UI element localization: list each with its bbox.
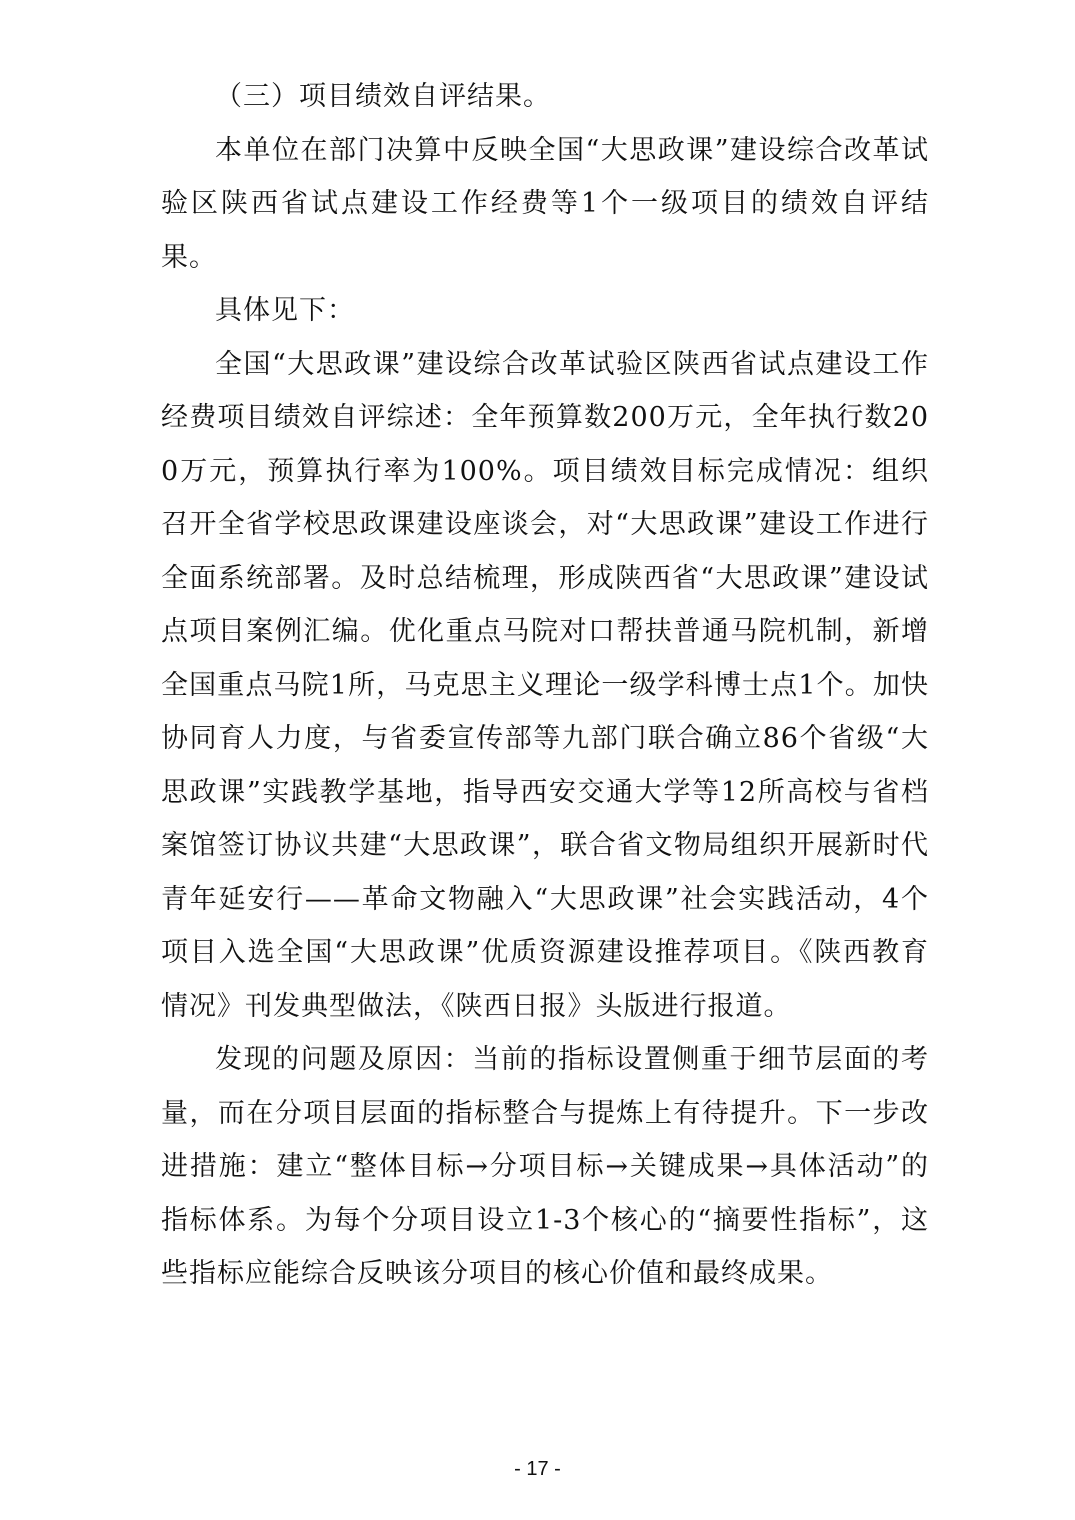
- paragraph-intro: 本单位在部门决算中反映全国“大思政课”建设综合改革试验区陕西省试点建设工作经费等1个一级项目的绩效自评结果。: [161, 134, 929, 273]
- document-body: [161, 70, 929, 1301]
- paragraph-issues: 发现的问题及原因：当前的指标设置侧重于细节层面的考量，而在分项目层面的指标整合与提炼上有待提升。下一步改进措施：建立“整体目标→分项目标→关键成果→具体活动”的指标体系。为每个分项目设立1-3个核心的“摘要性指标”，这些指标应能综合反映该分项目的核心价值和最终成果。: [161, 1044, 929, 1289]
- paragraph-details-lead: 具体见下：: [215, 295, 355, 326]
- paragraph-summary: 全国“大思政课”建设综合改革试验区陕西省试点建设工作经费项目绩效自评综述：全年预算数200万元，全年执行数200万元，预算执行率为100%。项目绩效目标完成情况：组织召开全省学校思政课建设座谈会，对“大思政课”建设工作进行全面系统部署。及时总结梳理，形成陕西省“大思政课”建设试点项目案例汇编。优化重点马院对口帮扶普通马院机制，新增全国重点马院1所，马克思主义理论一级学科博士点1个。加快协同育人力度，与省委宣传部等九部门联合确立86个省级“大思政课”实践教学基地，指导西安交通大学等12所高校与省档案馆签订协议共建“大思政课”，联合省文物局组织开展新时代青年延安行——革命文物融入“大思政课”社会实践活动，4个项目入选全国“大思政课”优质资源建设推荐项目。《陕西教育情况》刊发典型做法，《陕西日报》头版进行报道。: [161, 348, 929, 1022]
- section-heading: （三）项目绩效自评结果。: [215, 81, 551, 112]
- page-number: - 17 -: [514, 1458, 561, 1480]
